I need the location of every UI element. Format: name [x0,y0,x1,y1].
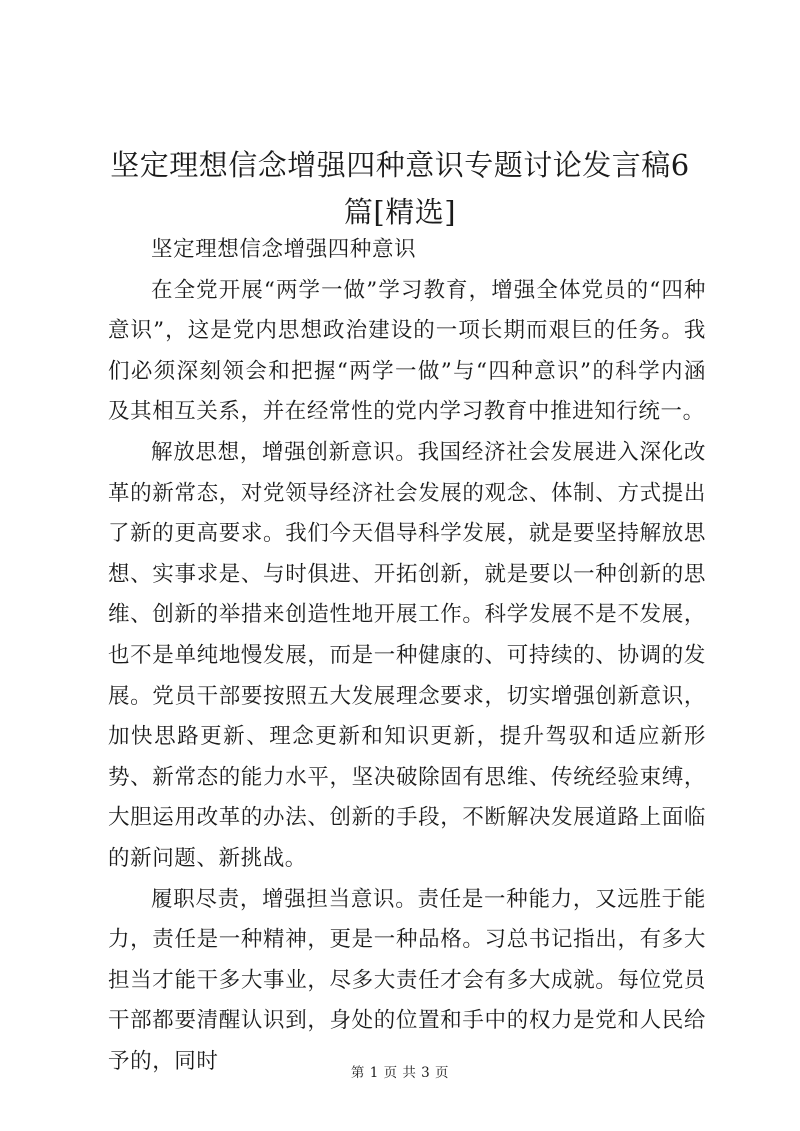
document-subheading: 坚定理想信念增强四种意识 [151,237,417,262]
document-body [108,230,706,1082]
page-number-footer: 第 1 页 共 3 页 [350,1065,450,1081]
paragraph: 解放思想，增强创新意识。我国经济社会发展进入深化改革的新常态，对党领导经济社会发展的观念、体制、方式提出了新的更高要求。我们今天倡导科学发展，就是要坚持解放思想、实事求是、与时俱进、开拓创新，就是要以一种创新的思维、创新的举措来创造性地开展工作。科学发展不是不发展，也不是单纯地慢发展，而是一种健康的、可持续的、协调的发展。党员干部要按照五大发展理念要求，切实增强创新意识，加快思路更新、理念更新和知识更新，提升驾驭和适应新形势、新常态的能力水平，坚决破除固有思维、传统经验束缚，大胆运用改革的办法、创新的手段，不断解决发展道路上面临的新问题、新挑战。 [108,439,706,871]
paragraph: 在全党开展“两学一做”学习教育，增强全体党员的“四种意识”，这是党内思想政治建设的一项长期而艰巨的任务。我们必须深刻领会和把握“两学一做”与“四种意识”的科学内涵及其相互关系，并在经常性的党内学习教育中推进知行统一。 [108,277,706,425]
document-title: 坚定理想信念增强四种意识专题讨论发言稿6篇[精选] [110,148,690,229]
paragraph: 履职尽责，增强担当意识。责任是一种能力，又远胜于能力，责任是一种精神，更是一种品格。习总书记指出，有多大担当才能干多大事业，尽多大责任才会有多大成就。每位党员干部都要清醒认识到，身处的位置和手中的权力是党和人民给予的，同时 [108,886,706,1074]
